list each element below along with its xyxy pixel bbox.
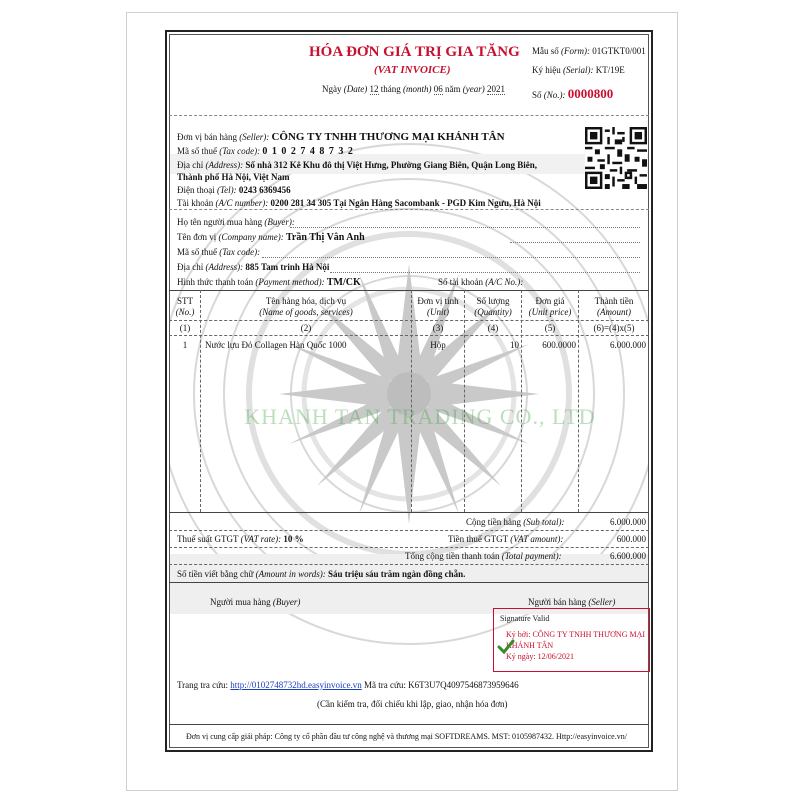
subtotal-label: Cộng tiền hàng (Sub total): [466,517,565,527]
total-divider [169,564,649,565]
seller-address-line2: Thành phố Hà Nội, Việt Nam [177,172,290,182]
col-header-qty: Số lượng (Quantity) [474,296,512,317]
subtotal-divider [169,530,649,531]
buyer-address-row: Địa chỉ (Address): 885 Tam trinh Hà Nội [177,262,330,272]
seller-phone-row: Điện thoại (Tel): 0243 6369456 [177,185,291,195]
buyer-name-row: Họ tên người mua hàng (Buyer): [177,217,295,227]
footer-divider [169,724,649,725]
payment-method-row: Hình thức thanh toán (Payment method): TM/CK [177,277,361,288]
seller-signature-label: Người bán hàng (Seller) [528,597,616,607]
serial-number: Ký hiệu (Serial): KT/19E [532,65,625,75]
header-divider [169,115,649,116]
lookup-code: K6T3U7Q4097546873959646 [408,680,519,690]
col-number-3: (3) [432,323,444,333]
signed-by-row: Ký bởi: CÔNG TY TNHH THƯƠNG MẠI [506,630,646,639]
vat-rate-row: Thuế suất GTGT (VAT rate): 10 % [177,534,304,544]
table-number-divider [169,335,649,336]
seller-divider [169,209,649,210]
table-top-border [169,290,649,291]
col-header-name: Tên hàng hóa, dịch vụ (Name of goods, services) [259,296,353,317]
signed-date-row: Ký ngày: 12/06/2021 [506,652,575,661]
signed-by-row-2: KHÁNH TÂN [506,641,554,650]
seller-name: CÔNG TY TNHH THƯƠNG MẠI KHÁNH TÂN [271,131,505,143]
check-mark-icon [497,638,515,656]
col-number-5: (5) [544,323,556,333]
total-value: 6.600.000 [610,551,646,561]
buyer-tax-row: Mã số thuế (Tax code): [177,247,261,257]
buyer-signature-label: Người mua hàng (Buyer) [210,597,301,607]
row-qty: 10 [510,340,519,350]
buyer-account-row: Số tài khoản (A/C No.): [438,277,524,287]
total-label: Tổng cộng tiền thanh toán (Total payment): [405,551,562,561]
provider-info: Đơn vị cung cấp giải pháp: Công ty cổ phần đầu tư công nghệ và thương mại SOFTDREAMS. MST: 0105987432. Http://easyinvoice.vn/ [186,732,627,741]
row-price: 600.0000 [542,340,576,350]
date-year: 2021 [487,84,505,94]
buyer-tax-line [262,257,640,258]
col-header-price: Đơn giá (Unit price) [528,296,572,317]
words-divider [169,582,649,583]
qr-code [585,127,647,189]
date-month: 06 [433,84,443,94]
row-amount: 6.000.000 [610,340,646,350]
vat-amount-label: Tiền thuế GTGT (VAT amount): [448,534,564,544]
table-header-divider [169,320,649,321]
date-day: 12 [369,84,379,94]
buyer-company-line [510,242,640,243]
seller-account-row: Tài khoản (A/C number): 0200 281 34 305 Tại Ngân Hàng Sacombank - PGD Kim Ngưu, Hà Nội [177,198,541,208]
amount-in-words-row: Số tiền viết bằng chữ (Amount in words): Sáu triệu sáu trăm ngàn đồng chẵn. [177,569,466,579]
invoice-subtitle: (VAT INVOICE) [374,64,451,76]
subtotal-value: 6.000.000 [610,517,646,527]
invoice-date: Ngày (Date) 12 tháng (month) 06 năm (year) 2021 [322,84,505,94]
col-header-unit: Đơn vị tính (Unit) [417,296,459,317]
watermark-text: KHANH TAN TRADING CO., LTD [244,404,596,429]
lookup-row: Trang tra cứu: http://0102748732hd.easyinvoice.vn Mã tra cứu: K6T3U7Q4097546873959646 [177,680,519,690]
col-header-amount: Thành tiền (Amount) [594,296,634,317]
col-number-1: (1) [179,323,191,333]
signature-valid-text: Signature Valid [500,614,550,623]
invoice-title: HÓA ĐƠN GIÁ TRỊ GIA TĂNG [309,44,520,60]
form-number: Mẫu số (Form): 01GTKT0/001 [532,46,646,56]
row-name: Nước lựu Đỏ Collagen Hàn Quốc 1000 [205,340,347,350]
buyer-company-row: Tên đơn vị (Company name): Trần Thị Vân Anh [177,232,365,243]
vat-amount-value: 600.000 [616,534,646,544]
col-number-6: (6)=(4)x(5) [593,323,635,333]
row-unit: Hộp [430,340,446,350]
buyer-address-line [330,272,640,273]
seller-name-row: Đơn vị bán hàng (Seller): CÔNG TY TNHH THƯƠNG MẠI KHÁNH TÂN [177,131,505,143]
vat-divider [169,547,649,548]
table-bottom-border [169,512,649,513]
seller-tax-row: Mã số thuế (Tax code): 0 1 0 2 7 4 8 7 3 2 [177,146,354,157]
col-number-4: (4) [487,323,499,333]
invoice-number: Số (No.): 0000800 [532,86,614,101]
verification-note: (Cần kiểm tra, đối chiếu khi lập, giao, nhận hóa đơn) [317,699,508,709]
buyer-name-line [290,227,640,228]
col-header-no: STT (No.) [175,296,195,317]
amount-in-words: Sáu triệu sáu trăm ngàn đồng chẵn. [328,569,466,579]
row-no: 1 [182,340,188,350]
lookup-link[interactable]: http://0102748732hd.easyinvoice.vn [230,680,362,690]
seller-address-row: Địa chỉ (Address): Số nhà 312 Kê Khu đô thị Việt Hưng, Phường Giang Biên, Quận Long Biên, [177,160,538,170]
col-number-2: (2) [300,323,312,333]
